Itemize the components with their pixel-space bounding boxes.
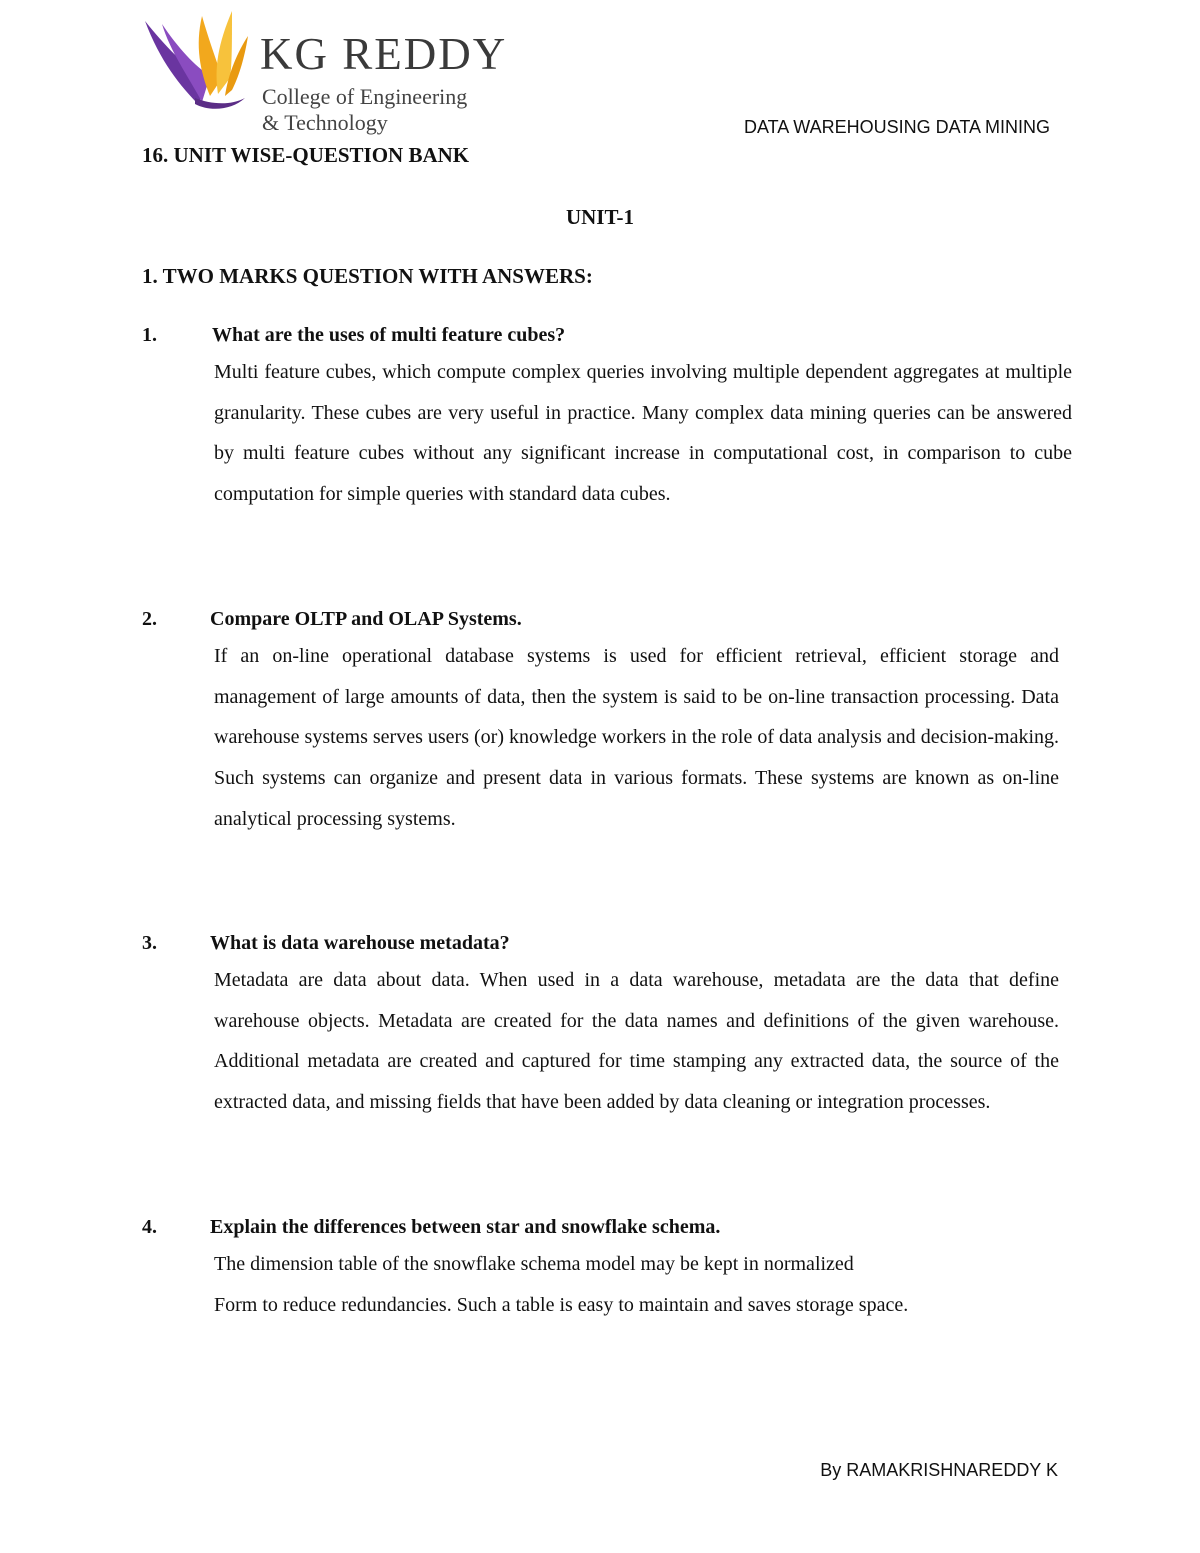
question-title: Compare OLTP and OLAP Systems.	[210, 608, 522, 630]
answer-line: The dimension table of the snowflake schema model may be kept in normalized	[214, 1253, 854, 1275]
question-number: 1.	[142, 324, 157, 346]
author-footer: By RAMAKRISHNAREDDY K	[820, 1460, 1058, 1480]
question-title: What are the uses of multi feature cubes?	[212, 324, 566, 346]
question-answer: Multi feature cubes, which compute complex queries involving multiple dependent aggregates at multiple granularity. These cubes are very useful in practice. Many complex data mining queries can be answered by multi feature cubes without any significant increase in computational cost, in comparison to cube computation for simple queries with standard data cubes.	[214, 361, 1072, 506]
unit-heading: UNIT-1	[565, 205, 635, 229]
question-answer: If an on-line operational database systems is used for efficient retrieval, efficient storage and management of large amounts of data, then the system is said to be on-line transaction processing. Data warehouse systems serves users (or) knowledge workers in the role of data analysis and decision-making. Such systems can organize and present data in various formats. These systems are known as on-line analytical processing systems.	[214, 645, 1059, 830]
logo-subtitle-line1: College of Engineering	[262, 84, 468, 109]
question-answer: Metadata are data about data. When used in a data warehouse, metadata are the data that define warehouse objects. Metadata are created for the data names and definitions of the given warehouse. Additional metadata are created and captured for time stamping any extracted data, the source of the extracted data, and missing fields that have been added by data cleaning or integration processes.	[214, 969, 1059, 1114]
course-title: DATA WAREHOUSING DATA MINING	[743, 117, 1050, 137]
question-answer	[214, 1244, 1074, 1325]
subsection-heading: 1. TWO MARKS QUESTION WITH ANSWERS:	[142, 264, 593, 288]
logo-title: KG REDDY	[260, 29, 508, 79]
section-heading: 16. UNIT WISE-QUESTION BANK	[142, 143, 470, 167]
answer-line: Form to reduce redundancies. Such a table is easy to maintain and saves storage space.	[214, 1293, 909, 1316]
logo-subtitle-line2: & Technology	[262, 110, 388, 135]
question-number: 4.	[142, 1216, 157, 1238]
question-number: 2.	[142, 608, 157, 630]
college-logo	[140, 6, 540, 136]
question-number: 3.	[142, 932, 157, 954]
question-title: Explain the differences between star and snowflake schema.	[210, 1216, 721, 1238]
question-title: What is data warehouse metadata?	[210, 932, 510, 954]
eagle-wing-icon	[140, 6, 255, 116]
